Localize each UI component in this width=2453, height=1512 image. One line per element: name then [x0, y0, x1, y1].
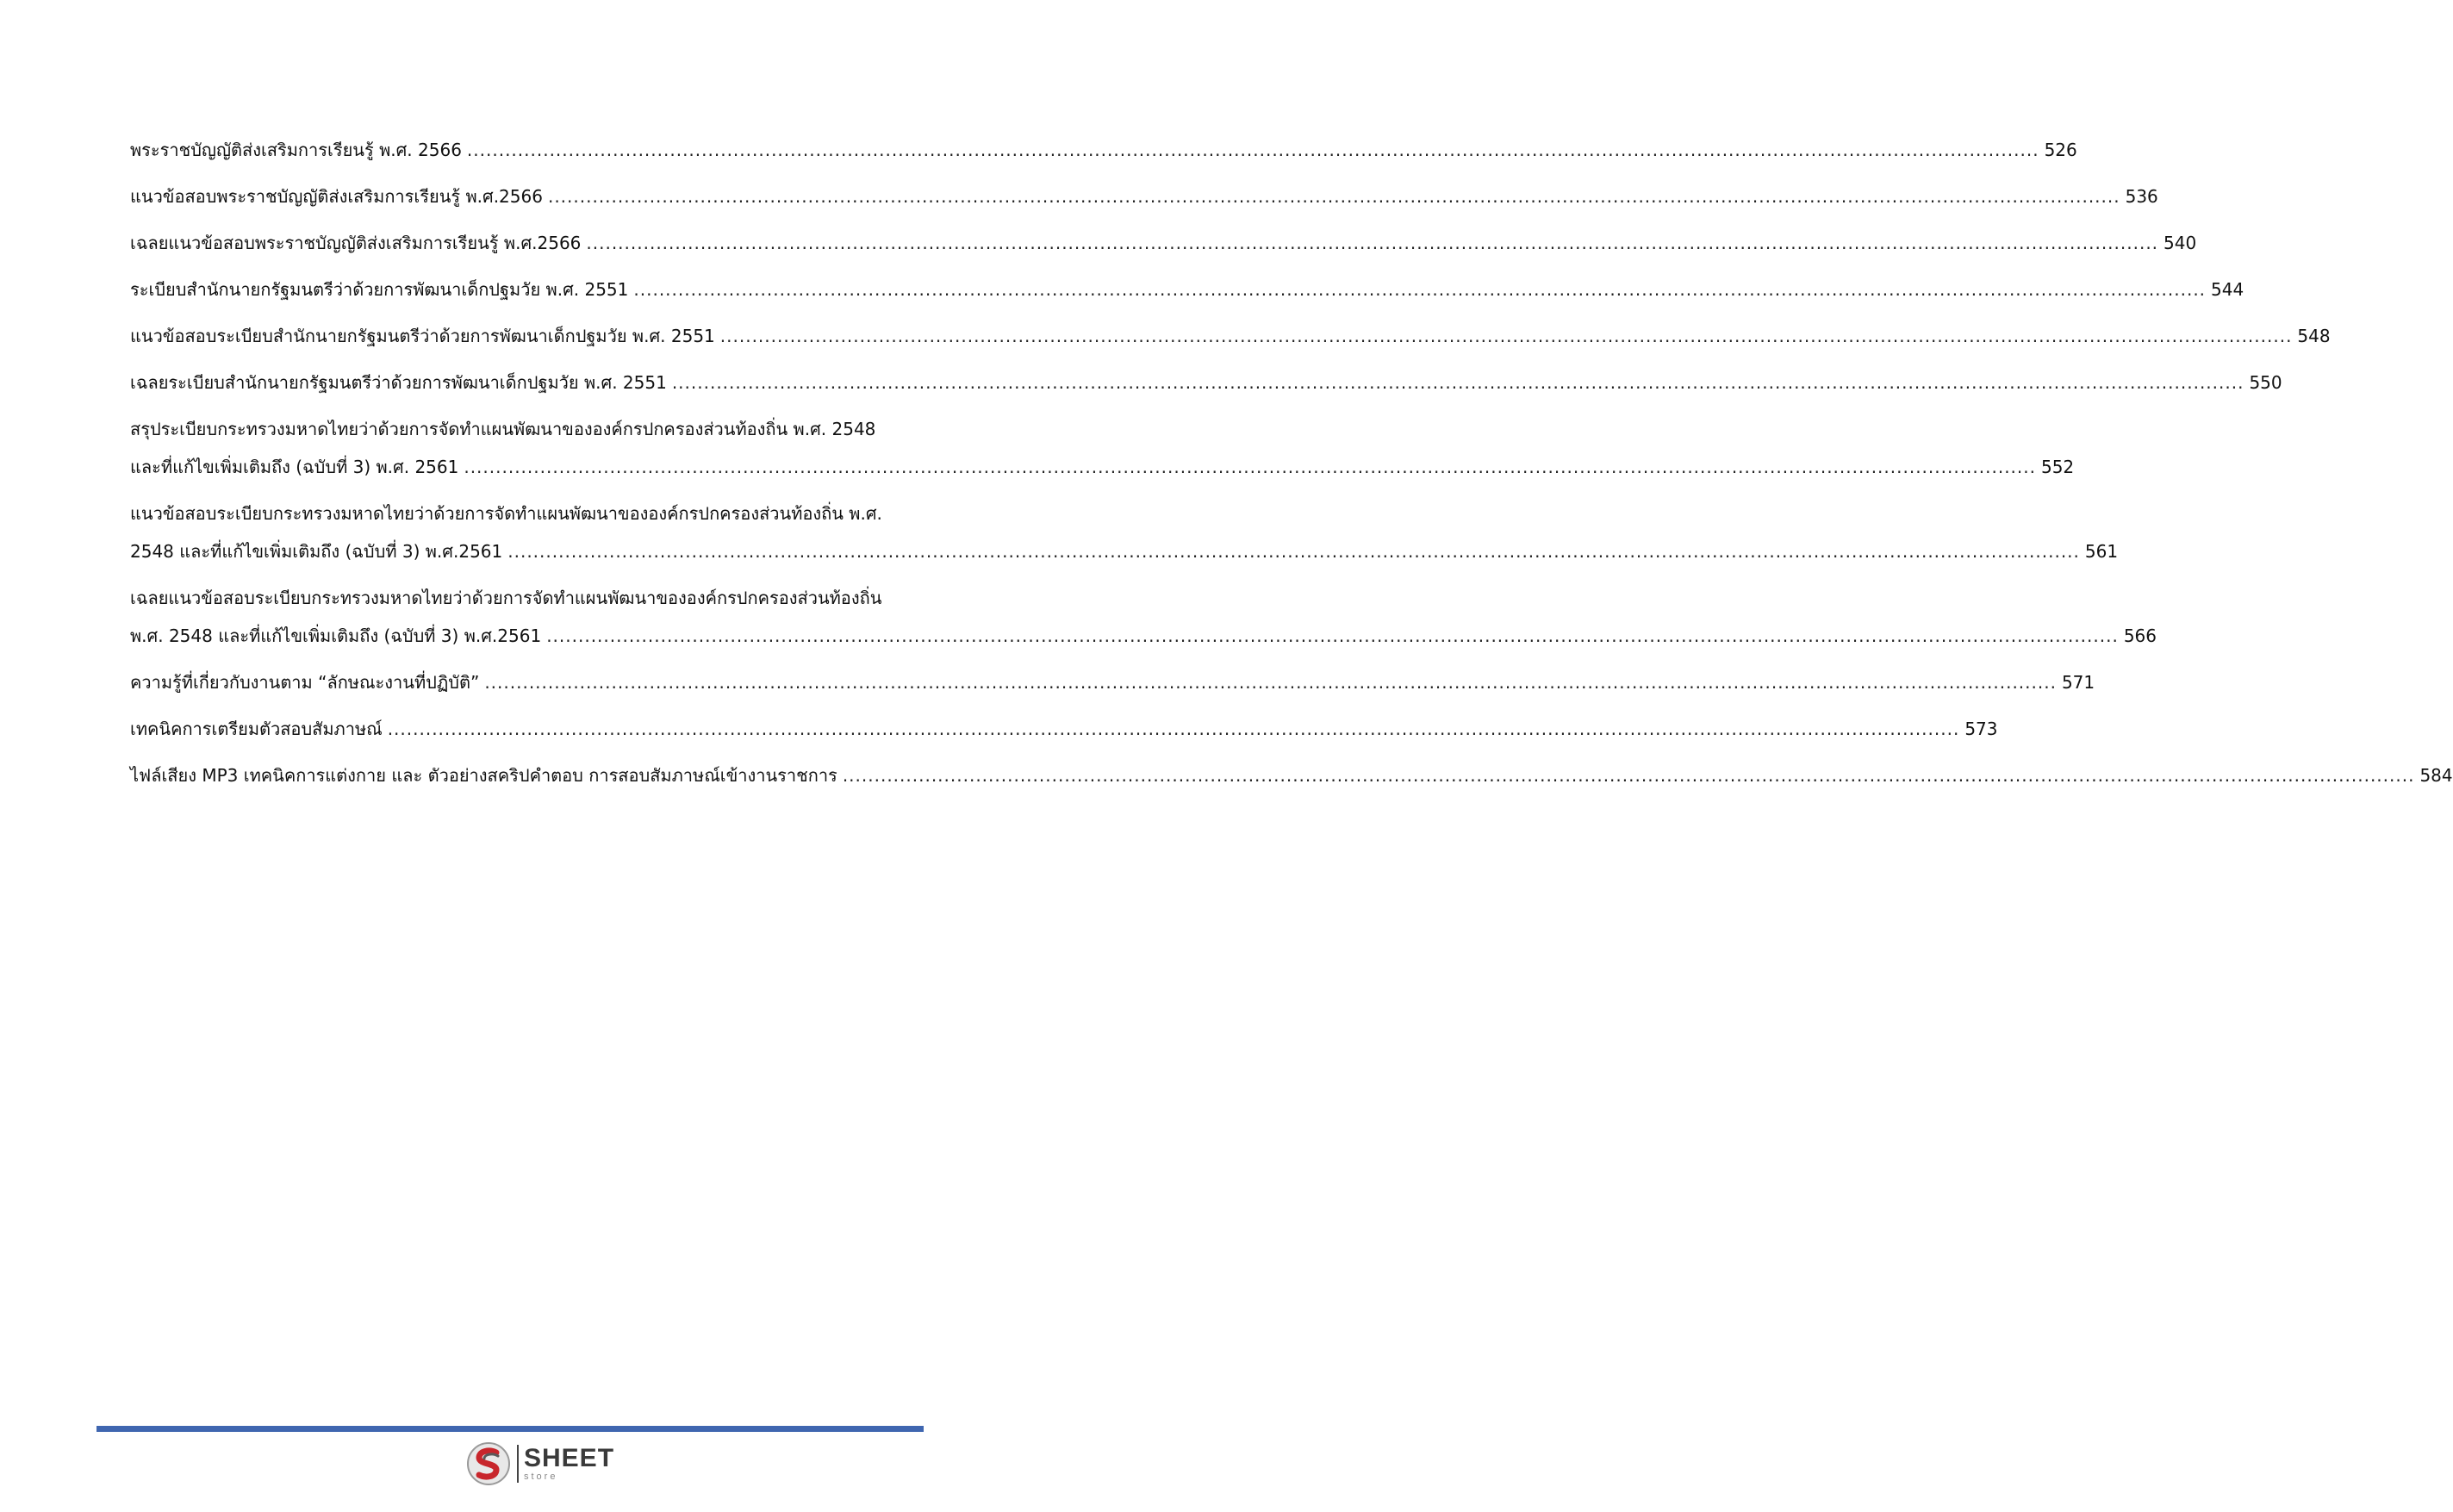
toc-entry[interactable] — [130, 579, 2157, 655]
toc-entry[interactable] — [130, 131, 2077, 169]
toc-leader-dots — [464, 448, 2036, 486]
toc-leader-dots — [548, 177, 2120, 215]
toc-entry[interactable] — [130, 710, 1998, 748]
toc-leader-dots — [633, 271, 2206, 308]
toc-entry[interactable] — [130, 224, 2197, 262]
sheet-store-logo — [465, 1440, 614, 1487]
toc-entry-page: 552 — [2040, 457, 2075, 477]
toc-entry-page: 566 — [2123, 625, 2157, 646]
toc-entry-title-line2: 2548 และที่แก้ไขเพิ่มเติมถึง (ฉบับที่ 3) พ.ศ.2561 — [130, 541, 503, 562]
toc-entry-title-line2: พ.ศ. 2548 และที่แก้ไขเพิ่มเติมถึง (ฉบับที่ 3) พ.ศ.2561 — [130, 625, 542, 646]
toc-entry-page: 573 — [1964, 719, 1998, 739]
toc-entry-page: 571 — [2061, 672, 2095, 693]
toc-entry-title-line2: และที่แก้ไขเพิ่มเติมถึง (ฉบับที่ 3) พ.ศ. 2561 — [130, 457, 459, 477]
sheet-store-s-icon — [465, 1440, 512, 1487]
toc-entry-title: เฉลยระเบียบสำนักนายกรัฐมนตรีว่าด้วยการพัฒนาเด็กปฐมวัย พ.ศ. 2551 — [130, 372, 667, 393]
toc-leader-dots — [484, 663, 2057, 701]
logo-wordmark — [524, 1446, 614, 1482]
toc-entry-page: 561 — [2084, 541, 2119, 562]
toc-entry-page: 548 — [2297, 326, 2331, 346]
toc-leader-dots — [720, 317, 2293, 355]
toc-leader-dots — [843, 756, 2415, 794]
toc-entry[interactable] — [130, 410, 2075, 486]
toc-entry-page: 526 — [2044, 140, 2077, 160]
logo-subtext: store — [524, 1472, 558, 1482]
toc-entry[interactable] — [130, 317, 2331, 355]
toc-entry-title: แนวข้อสอบระเบียบสำนักนายกรัฐมนตรีว่าด้วยการพัฒนาเด็กปฐมวัย พ.ศ. 2551 — [130, 326, 715, 346]
toc-entry[interactable] — [130, 495, 2119, 570]
toc-leader-dots — [388, 710, 1960, 748]
toc-leader-dots — [672, 364, 2244, 401]
toc-entry[interactable] — [130, 177, 2158, 215]
toc-entry-page: 550 — [2249, 372, 2282, 393]
toc-entry-title: เฉลยแนวข้อสอบพระราชบัญญัติส่งเสริมการเรียนรู้ พ.ศ.2566 — [130, 233, 582, 253]
toc-entry[interactable] — [130, 663, 2095, 701]
toc-entry-title: ความรู้ที่เกี่ยวกับงานตาม “ลักษณะงานที่ปฏิบัติ” — [130, 672, 480, 693]
toc-entry[interactable] — [130, 364, 2282, 401]
toc-leader-dots — [507, 532, 2080, 570]
footer-divider — [97, 1426, 924, 1432]
toc-entry-title-line1: เฉลยแนวข้อสอบระเบียบกระทรวงมหาดไทยว่าด้วยการจัดทำแผนพัฒนาขององค์กรปกครองส่วนท้องถิ่น — [130, 588, 882, 608]
toc-leader-dots — [546, 617, 2119, 655]
logo-text: SHEET — [524, 1444, 615, 1472]
logo-separator — [517, 1445, 519, 1483]
table-of-contents — [130, 131, 2453, 803]
toc-entry-page: 540 — [2163, 233, 2197, 253]
toc-entry-title: แนวข้อสอบพระราชบัญญัติส่งเสริมการเรียนรู้ พ.ศ.2566 — [130, 186, 543, 207]
toc-entry-title: ระเบียบสำนักนายกรัฐมนตรีว่าด้วยการพัฒนาเด็กปฐมวัย พ.ศ. 2551 — [130, 279, 629, 300]
toc-entry-page: 536 — [2125, 186, 2158, 207]
toc-entry-title-line1: แนวข้อสอบระเบียบกระทรวงมหาดไทยว่าด้วยการจัดทำแผนพัฒนาขององค์กรปกครองส่วนท้องถิ่น พ.ศ. — [130, 503, 882, 524]
toc-entry-page: 584 — [2419, 765, 2453, 786]
toc-entry-title-line1: สรุประเบียบกระทรวงมหาดไทยว่าด้วยการจัดทำแผนพัฒนาขององค์กรปกครองส่วนท้องถิ่น พ.ศ. 2548 — [130, 419, 876, 439]
toc-entry-title: พระราชบัญญัติส่งเสริมการเรียนรู้ พ.ศ. 2566 — [130, 140, 462, 160]
toc-entry[interactable] — [130, 271, 2244, 308]
toc-entry[interactable] — [130, 756, 2453, 794]
toc-leader-dots — [467, 131, 2039, 169]
toc-entry-page: 544 — [2211, 279, 2244, 300]
toc-leader-dots — [586, 224, 2158, 262]
toc-entry-title: ไฟล์เสียง MP3 เทคนิคการแต่งกาย และ ตัวอย่างสคริปคำตอบ การสอบสัมภาษณ์เข้างานราชการ — [130, 765, 837, 786]
toc-entry-title: เทคนิคการเตรียมตัวสอบสัมภาษณ์ — [130, 719, 383, 739]
